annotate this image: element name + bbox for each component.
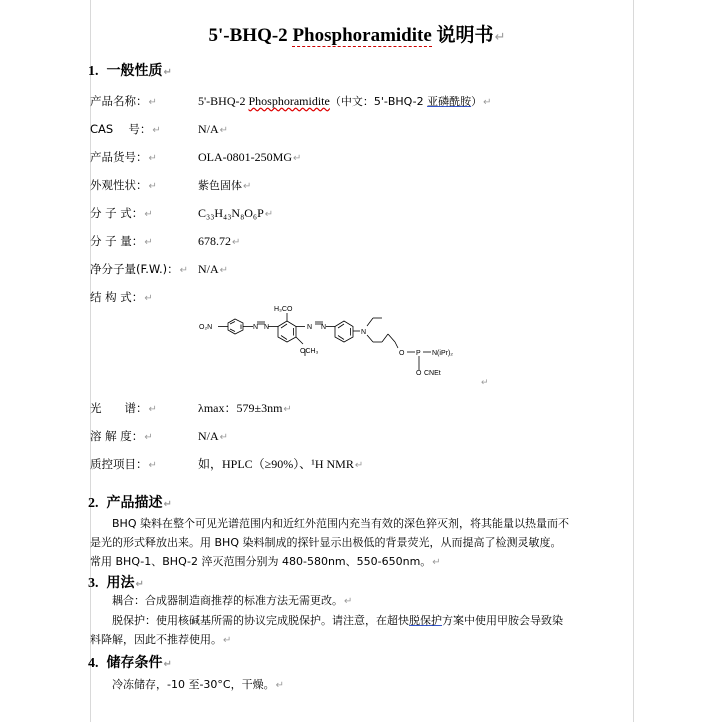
description-line: 常用 BHQ-1、BHQ-2 淬灭范围分别为 480-580nm、550-650nm。	[90, 555, 432, 568]
section-heading-usage: 3. 用法↵	[88, 575, 144, 591]
property-label: 外观性状：↵	[90, 178, 157, 192]
property-label: 分 子 量：↵	[90, 234, 153, 248]
property-label: 溶 解 度：↵	[90, 429, 153, 443]
structure-label: N	[321, 324, 327, 331]
property-label: 光 谱：↵	[90, 401, 157, 415]
storage-text: 冷冻储存，-10 至-30°C，干燥。	[112, 678, 275, 691]
property-value: 678.72↵	[198, 234, 241, 248]
paragraph-mark-icon: ↵	[481, 377, 489, 387]
storage-paragraph: 冷冻储存，-10 至-30°C，干燥。↵	[112, 678, 284, 691]
section-heading-storage: 4. 储存条件↵	[88, 655, 172, 671]
section-heading-general: 1. 一般性质↵	[88, 63, 172, 79]
document-title: 5'-BHQ-2 Phosphoramidite 说明书↵	[208, 25, 506, 46]
usage-deprotect-link: 脱保护	[409, 614, 442, 627]
margin-guide-right	[633, 0, 634, 722]
paragraph-mark-icon: ↵	[494, 30, 506, 45]
description-paragraph: BHQ 染料在整个可见光谱范围内和近红外范围内充当有效的深色猝灭剂，将其能量以热量而不 是光的形式释放出来。用 BHQ 染料制成的探针显示出极低的背景荧光，从而提高了检测灵敏度。 常用 BHQ-1、BHQ-2 淬灭范围分别为 480-580nm、550-650nm。↵	[90, 514, 630, 572]
property-value: N/A↵	[198, 122, 229, 136]
usage-coupling: 耦合：合成器制造商推荐的标准方法无需更改。	[112, 594, 343, 607]
structure-label: O	[416, 370, 422, 377]
structure-label: N	[253, 324, 259, 331]
property-label: 分 子 式：↵	[90, 206, 153, 220]
property-value: 5'-BHQ-2 Phosphoramidite（中文：5'-BHQ-2 亚磷酰胺）↵	[198, 94, 492, 108]
structure-label: N	[307, 324, 313, 331]
property-value: N/A↵	[198, 262, 229, 276]
structure-label: N	[361, 329, 367, 336]
property-label: 净分子量(F.W.)：↵	[90, 262, 188, 276]
structure-label: O₂N	[199, 324, 213, 331]
structure-label: CNEt	[424, 370, 441, 377]
description-line: BHQ 染料在整个可见光谱范围内和近红外范围内充当有效的深色猝灭剂，将其能量以热量而不	[112, 517, 569, 530]
structure-label: OCH₃	[300, 348, 319, 355]
chemical-structure	[195, 298, 495, 390]
structure-label: N(iPr)₂	[432, 350, 453, 357]
property-value: 如，HPLC（≥90%）、¹H NMR↵	[198, 457, 364, 471]
usage-paragraph: 耦合：合成器制造商推荐的标准方法无需更改。↵ 脱保护：使用核碱基所需的协议完成脱保护。请注意，在超快脱保护方案中使用甲胺会导致染 料降解，因此不推荐使用。↵	[90, 594, 563, 646]
section-heading-description: 2. 产品描述↵	[88, 495, 172, 511]
property-value: N/A↵	[198, 429, 229, 443]
property-label: 质控项目：↵	[90, 457, 157, 471]
structure-label: P	[416, 350, 421, 357]
title-product-word: Phosphoramidite	[292, 25, 432, 46]
structure-label: O	[399, 350, 405, 357]
property-label: CAS 号：↵	[90, 122, 161, 136]
structure-label: H₃CO	[274, 306, 293, 313]
structure-label: N	[264, 324, 270, 331]
property-value: λmax：579±3nm↵	[198, 401, 292, 415]
property-label: 结 构 式：↵	[90, 290, 153, 304]
property-value: OLA-0801-250MG↵	[198, 150, 302, 164]
property-value: C₃₃H₄₃N₈O₆P↵	[198, 206, 274, 220]
property-label: 产品名称：↵	[90, 94, 157, 108]
property-label: 产品货号：↵	[90, 150, 157, 164]
description-line: 是光的形式释放出来。用 BHQ 染料制成的探针显示出极低的背景荧光，从而提高了检测灵敏度。	[90, 536, 562, 549]
property-value: 紫色固体↵	[198, 179, 252, 192]
